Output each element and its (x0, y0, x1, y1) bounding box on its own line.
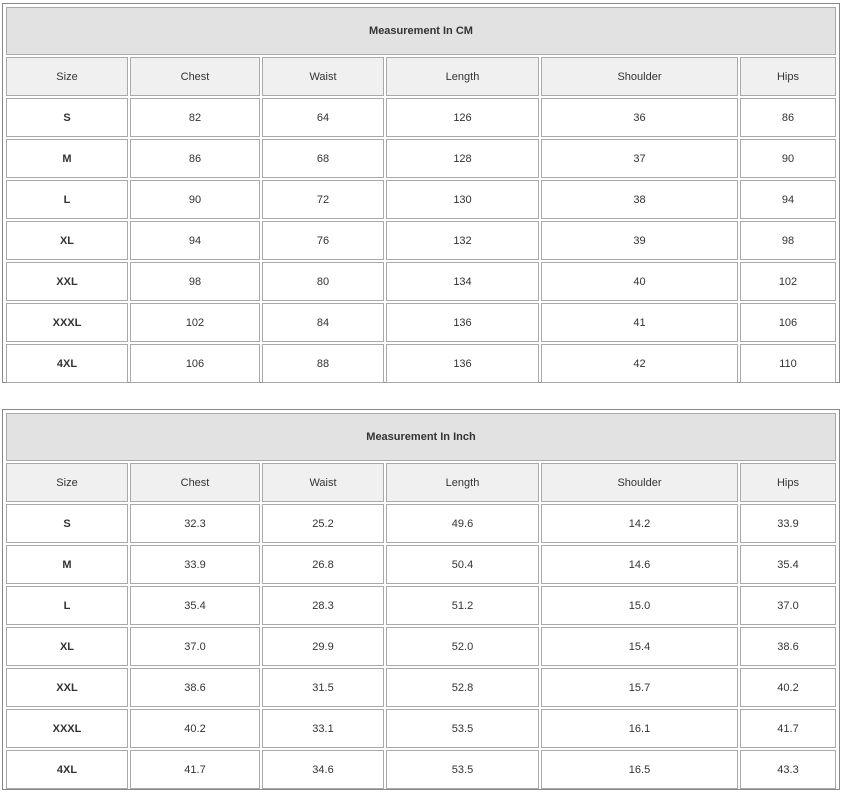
size-table-inch (4, 411, 838, 791)
cell-shoulder: 37 (541, 139, 738, 178)
table-row (6, 627, 836, 666)
column-header-chest: Chest (130, 463, 260, 502)
cell-chest: 33.9 (130, 545, 260, 584)
cell-chest: 37.0 (130, 627, 260, 666)
cell-length: 52.8 (386, 668, 539, 707)
cell-size: XXL (6, 668, 128, 707)
cell-chest: 35.4 (130, 586, 260, 625)
cell-length: 53.5 (386, 709, 539, 748)
table-row (6, 98, 836, 137)
cell-shoulder: 38 (541, 180, 738, 219)
column-header-waist: Waist (262, 463, 384, 502)
cell-hips: 102 (740, 262, 836, 301)
table-row (6, 221, 836, 260)
cell-chest: 40.2 (130, 709, 260, 748)
cell-waist: 80 (262, 262, 384, 301)
column-header-waist: Waist (262, 57, 384, 96)
cell-waist: 64 (262, 98, 384, 137)
table-row (6, 504, 836, 543)
cm-size-chart (2, 3, 840, 383)
cell-waist: 84 (262, 303, 384, 342)
column-header-length: Length (386, 57, 539, 96)
cell-size: M (6, 139, 128, 178)
cell-length: 128 (386, 139, 539, 178)
header-row (6, 463, 836, 502)
column-header-hips: Hips (740, 57, 836, 96)
table-title: Measurement In CM (6, 7, 836, 55)
column-header-chest: Chest (130, 57, 260, 96)
cell-size: L (6, 180, 128, 219)
cell-length: 53.5 (386, 750, 539, 789)
cell-length: 136 (386, 344, 539, 383)
cell-waist: 25.2 (262, 504, 384, 543)
column-header-shoulder: Shoulder (541, 463, 738, 502)
cell-hips: 43.3 (740, 750, 836, 789)
cell-waist: 34.6 (262, 750, 384, 789)
cell-size: 4XL (6, 344, 128, 383)
cell-chest: 82 (130, 98, 260, 137)
cell-chest: 98 (130, 262, 260, 301)
table-body (6, 98, 836, 383)
cell-waist: 72 (262, 180, 384, 219)
table-row (6, 668, 836, 707)
cell-size: S (6, 504, 128, 543)
table-row (6, 709, 836, 748)
cell-length: 52.0 (386, 627, 539, 666)
header-row (6, 57, 836, 96)
column-header-size: Size (6, 463, 128, 502)
cell-length: 136 (386, 303, 539, 342)
cell-waist: 76 (262, 221, 384, 260)
cell-hips: 33.9 (740, 504, 836, 543)
cell-shoulder: 16.1 (541, 709, 738, 748)
cell-chest: 41.7 (130, 750, 260, 789)
table-row (6, 344, 836, 383)
cell-chest: 94 (130, 221, 260, 260)
cell-waist: 26.8 (262, 545, 384, 584)
cell-length: 50.4 (386, 545, 539, 584)
cell-size: L (6, 586, 128, 625)
cell-chest: 90 (130, 180, 260, 219)
table-title: Measurement In Inch (6, 413, 836, 461)
size-table-cm (4, 5, 838, 385)
cell-shoulder: 15.0 (541, 586, 738, 625)
cell-hips: 106 (740, 303, 836, 342)
column-header-hips: Hips (740, 463, 836, 502)
cell-length: 132 (386, 221, 539, 260)
table-body (6, 504, 836, 789)
cell-hips: 38.6 (740, 627, 836, 666)
cell-size: XXXL (6, 709, 128, 748)
cell-shoulder: 41 (541, 303, 738, 342)
cell-hips: 90 (740, 139, 836, 178)
cell-size: XL (6, 221, 128, 260)
cell-waist: 31.5 (262, 668, 384, 707)
cell-shoulder: 15.4 (541, 627, 738, 666)
inch-size-chart (2, 409, 840, 790)
table-row (6, 139, 836, 178)
cell-length: 49.6 (386, 504, 539, 543)
cell-chest: 32.3 (130, 504, 260, 543)
cell-size: S (6, 98, 128, 137)
cell-shoulder: 15.7 (541, 668, 738, 707)
cell-waist: 33.1 (262, 709, 384, 748)
cell-chest: 106 (130, 344, 260, 383)
column-header-shoulder: Shoulder (541, 57, 738, 96)
cell-size: XL (6, 627, 128, 666)
column-header-size: Size (6, 57, 128, 96)
table-row (6, 180, 836, 219)
cell-chest: 38.6 (130, 668, 260, 707)
cell-shoulder: 36 (541, 98, 738, 137)
cell-length: 134 (386, 262, 539, 301)
cell-hips: 35.4 (740, 545, 836, 584)
cell-size: XXL (6, 262, 128, 301)
cell-waist: 28.3 (262, 586, 384, 625)
cell-shoulder: 39 (541, 221, 738, 260)
cell-length: 130 (386, 180, 539, 219)
cell-size: 4XL (6, 750, 128, 789)
cell-hips: 40.2 (740, 668, 836, 707)
cell-waist: 68 (262, 139, 384, 178)
cell-hips: 41.7 (740, 709, 836, 748)
table-row (6, 586, 836, 625)
table-row (6, 545, 836, 584)
cell-hips: 86 (740, 98, 836, 137)
cell-shoulder: 14.2 (541, 504, 738, 543)
cell-shoulder: 40 (541, 262, 738, 301)
cell-length: 126 (386, 98, 539, 137)
cell-shoulder: 14.6 (541, 545, 738, 584)
cell-waist: 29.9 (262, 627, 384, 666)
cell-hips: 37.0 (740, 586, 836, 625)
cell-hips: 98 (740, 221, 836, 260)
cell-size: XXXL (6, 303, 128, 342)
cell-waist: 88 (262, 344, 384, 383)
cell-shoulder: 42 (541, 344, 738, 383)
cell-hips: 94 (740, 180, 836, 219)
table-row (6, 303, 836, 342)
column-header-length: Length (386, 463, 539, 502)
cell-chest: 86 (130, 139, 260, 178)
cell-chest: 102 (130, 303, 260, 342)
cell-length: 51.2 (386, 586, 539, 625)
cell-hips: 110 (740, 344, 836, 383)
table-row (6, 750, 836, 789)
cell-shoulder: 16.5 (541, 750, 738, 789)
table-row (6, 262, 836, 301)
cell-size: M (6, 545, 128, 584)
